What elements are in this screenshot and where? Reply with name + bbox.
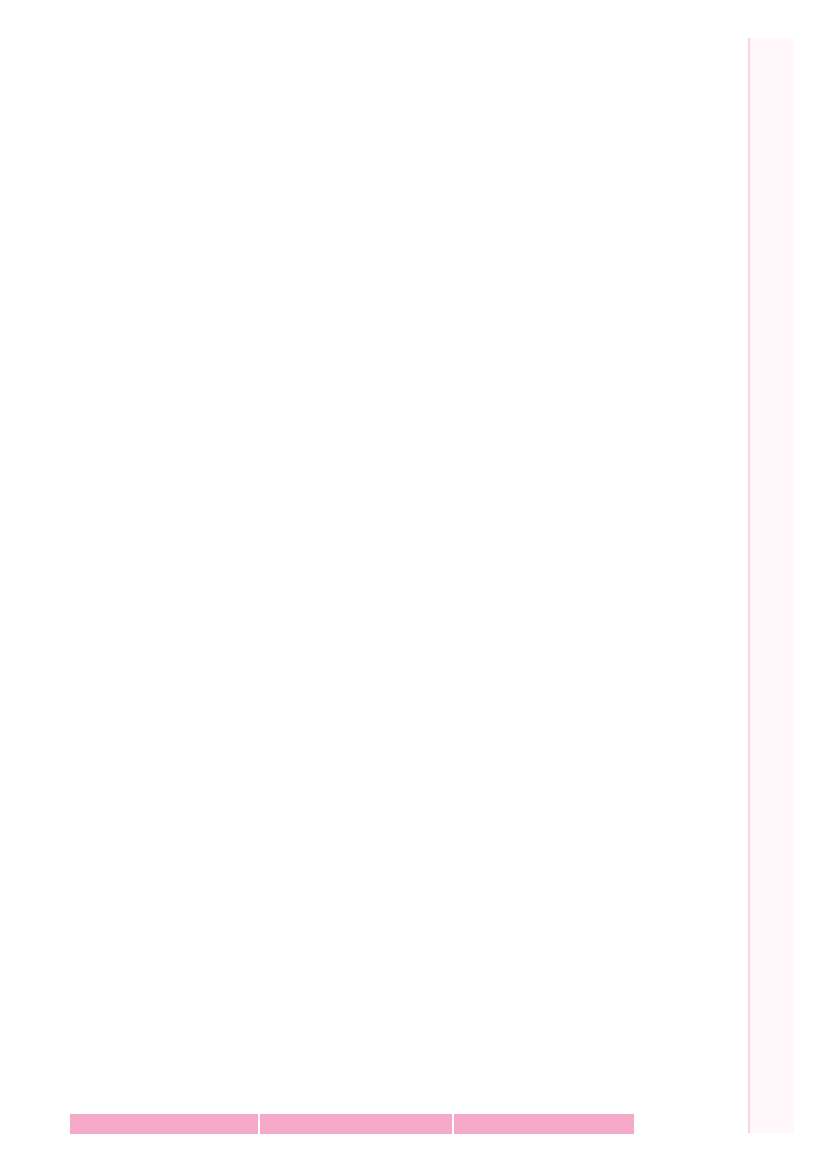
table-header-cell bbox=[452, 1114, 634, 1134]
page-margin-band bbox=[748, 38, 794, 1133]
table-header-cell bbox=[258, 1114, 452, 1134]
comparison-table-header bbox=[70, 1114, 634, 1134]
table-header-cell bbox=[70, 1114, 258, 1134]
